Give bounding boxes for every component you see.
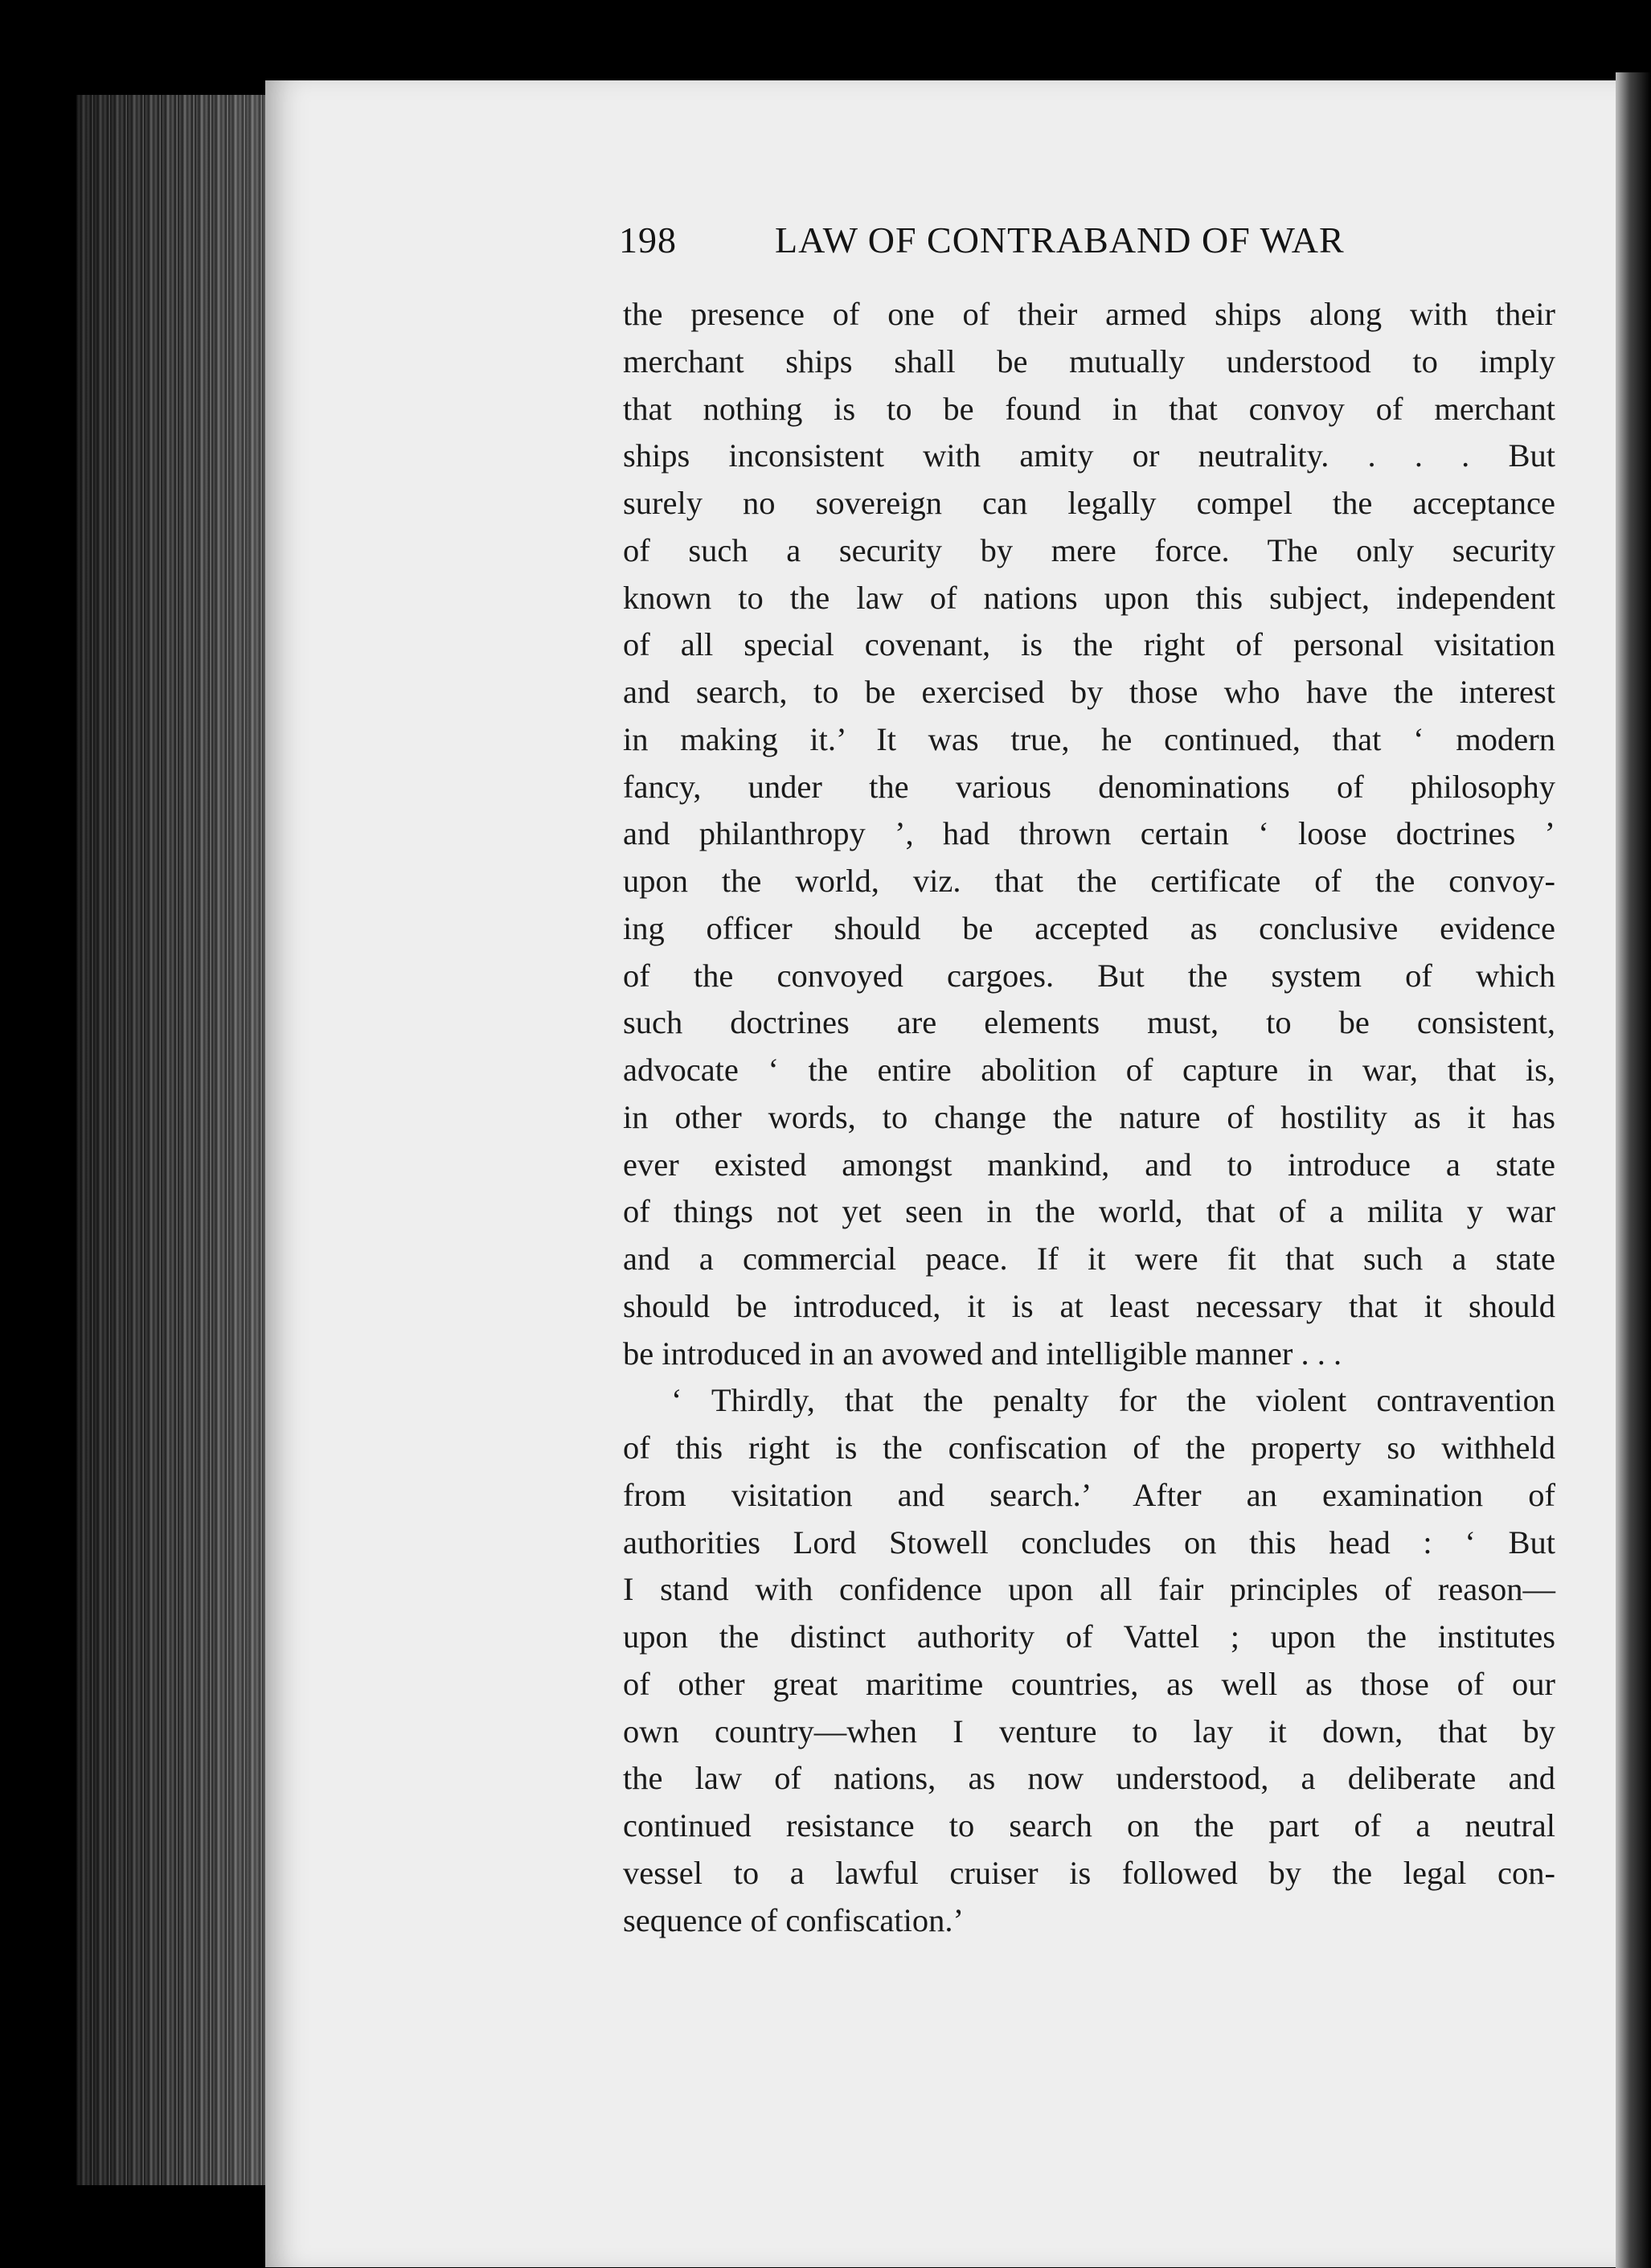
text-line: of other great maritime countries, as well as those of our [623,1665,1555,1702]
text-line: continued resistance to search on the part of a neutral [623,1807,1555,1844]
text-line: in other words, to change the nature of hostility as it has [623,1098,1555,1135]
text-line: of this right is the confiscation of the property so withheld [623,1429,1555,1466]
text-line: known to the law of nations upon this subject, independent [623,579,1555,616]
text-line: sequence of confiscation.’ [623,1901,964,1938]
text-line: advocate ‘ the entire abolition of capture in war, that is, [623,1052,1555,1088]
text-line: authorities Lord Stowell concludes on this head : ‘ But [623,1524,1555,1561]
text-line: of the convoyed cargoes. But the system of which [623,957,1555,994]
text-line: merchant ships shall be mutually understood to imply [623,342,1555,379]
text-line: from visitation and search.’ After an examination of [623,1476,1555,1513]
running-title: LAW OF CONTRABAND OF WAR [775,219,1345,260]
text-line: of such a security by mere force. The only security [623,531,1555,568]
text-line: should be introduced, it is at least necessary that it should [623,1287,1555,1324]
text-line: such doctrines are elements must, to be consistent, [623,1004,1555,1041]
text-line: and a commercial peace. If it were fit that such a state [623,1241,1555,1277]
text-line: that nothing is to be found in that convoy of merchant [623,390,1555,427]
running-head [619,219,1551,275]
text-line: ‘ Thirdly, that the penalty for the violent contravention [671,1382,1555,1419]
text-line: and search, to be exercised by those who have the interest [623,674,1555,710]
page-edges-shadow [76,95,277,2185]
text-line: be introduced in an avowed and intelligible manner . . . [623,1335,1342,1372]
text-line: the law of nations, as now understood, a deliberate and [623,1760,1555,1797]
text-line: of things not yet seen in the world, that of a milita y war [623,1193,1555,1230]
page-number: 198 [619,219,677,260]
text-line: upon the world, viz. that the certificate of the convoy- [623,863,1555,899]
text-line: vessel to a lawful cruiser is followed by the legal con- [623,1854,1555,1891]
body-text [623,291,1555,1944]
text-line: the presence of one of their armed ships along with their [623,296,1555,332]
text-line: and philanthropy ’, had thrown certain ‘ loose doctrines ’ [623,815,1555,852]
text-line: ships inconsistent with amity or neutrality. . . . But [623,437,1555,474]
text-line: surely no sovereign can legally compel the acceptance [623,485,1555,521]
book-right-edge [1616,72,1651,2268]
text-line: I stand with confidence upon all fair principles of reason— [623,1571,1555,1608]
text-line: upon the distinct authority of Vattel ; upon the institutes [623,1618,1555,1655]
text-line: of all special covenant, is the right of personal visitation [623,626,1555,663]
text-line: own country—when I venture to lay it down, that by [623,1712,1555,1749]
text-line: ever existed amongst mankind, and to introduce a state [623,1146,1555,1183]
text-line: ing officer should be accepted as conclusive evidence [623,909,1555,946]
text-line: fancy, under the various denominations of philosophy [623,768,1555,805]
text-line: in making it.’ It was true, he continued, that ‘ modern [623,720,1555,757]
